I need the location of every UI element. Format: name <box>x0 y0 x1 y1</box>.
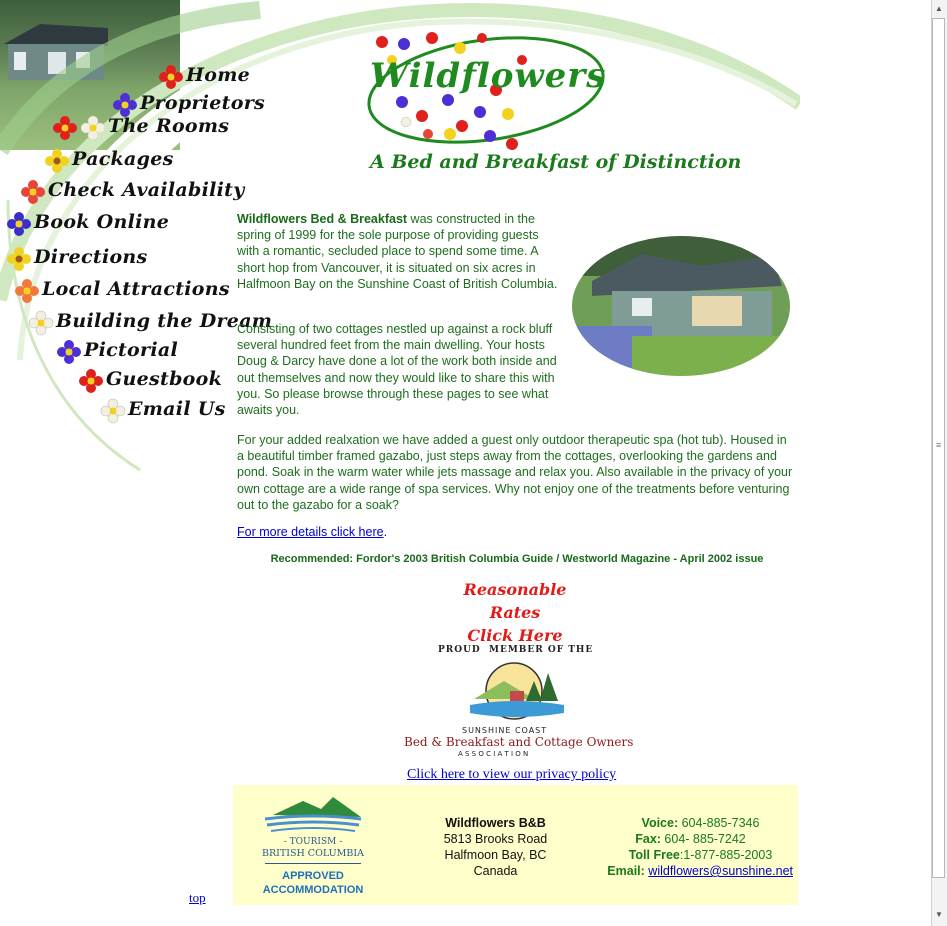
grip-icon: ≡ <box>936 440 942 450</box>
address-line1: 5813 Brooks Road <box>443 832 548 846</box>
email-label: Email: <box>607 864 645 878</box>
footer-business-name: Wildflowers B&B <box>445 816 546 830</box>
flower-icon <box>14 278 40 304</box>
flower-icon <box>100 398 126 424</box>
more-details-link[interactable]: For more details click here <box>237 525 384 539</box>
nav-guestbook[interactable] <box>78 368 222 394</box>
nav-email-us-label[interactable]: Email Us <box>128 398 226 421</box>
flower-icon <box>158 64 184 90</box>
flower-icon <box>78 368 104 394</box>
intro-text: was constructed in the spring of 1999 for the sole purpose of providing guests with a romantic, secluded place to spend some time. A short hop from Vancouver, it is situated on six acres in Halfmoon Bay on the Sunshine Coast of British Columbia. <box>237 212 558 291</box>
voice-label: Voice: <box>641 816 679 830</box>
logo-title: Wildflowers <box>370 56 607 96</box>
house-photo <box>572 236 790 376</box>
flower-icon <box>80 115 106 141</box>
nav-building-the-dream-label[interactable]: Building the Dream <box>56 310 273 333</box>
nav-check-availability[interactable] <box>20 179 245 205</box>
flower-icon <box>52 115 78 141</box>
nav-local-attractions-label[interactable]: Local Attractions <box>42 278 230 301</box>
intro-paragraph <box>237 211 562 292</box>
rates-line2[interactable]: Click Here <box>467 626 563 645</box>
tollfree-label: Toll Free <box>628 848 680 862</box>
approved-line1: APPROVED <box>282 870 344 882</box>
approved-line2: ACCOMMODATION <box>262 884 364 896</box>
nav-book-online[interactable] <box>6 211 169 237</box>
business-name: Wildflowers Bed & Breakfast <box>237 212 408 226</box>
flower-icon <box>44 148 70 174</box>
nav-directions[interactable] <box>6 246 148 272</box>
flower-icon <box>6 246 32 272</box>
member-badge <box>400 645 636 763</box>
nav-packages[interactable] <box>44 148 174 174</box>
member-proud: PROUD MEMBER OF THE <box>438 645 594 655</box>
nav-home-label[interactable]: Home <box>186 64 251 87</box>
nav-local-attractions[interactable] <box>14 278 230 304</box>
more-details-suffix: . <box>383 525 388 539</box>
privacy <box>407 767 616 783</box>
more-details <box>237 525 387 539</box>
cottages-paragraph: Consisting of two cottages nestled up against a rock bluff several hundred feet from the main dwelling. Your hosts Doug & Darcy have done a lot of the work both inside and out themselves and now they would like to share this with you. So please browse through these pages to see what awaits you. <box>237 322 557 418</box>
tourism-line1: - TOURISM - <box>283 837 343 847</box>
nav-pictorial[interactable] <box>56 339 178 365</box>
member-assoc: A S S O C I A T I O N <box>458 750 529 758</box>
rates-line1[interactable]: Reasonable Rates <box>463 580 567 622</box>
nav-the-rooms[interactable] <box>52 115 229 141</box>
flower-icon <box>28 310 54 336</box>
nav-directions-label[interactable]: Directions <box>34 246 148 269</box>
fax-label: Fax: <box>635 832 661 846</box>
tollfree-number: :1-877-885-2003 <box>679 848 773 862</box>
contact-block <box>588 815 793 879</box>
flower-icon <box>56 339 82 365</box>
nav-guestbook-label[interactable]: Guestbook <box>106 368 223 391</box>
nav-building-the-dream[interactable] <box>28 310 272 336</box>
rates-link[interactable] <box>440 578 590 647</box>
member-org: Bed & Breakfast and Cottage Owners <box>404 735 634 749</box>
top-link[interactable]: top <box>189 890 206 905</box>
nav-email-us[interactable] <box>100 398 226 424</box>
top <box>189 890 206 906</box>
nav-home[interactable] <box>158 64 250 90</box>
flower-icon <box>6 211 32 237</box>
nav-pictorial-label[interactable]: Pictorial <box>84 339 178 362</box>
email-link[interactable]: wildflowers@sunshine.net <box>648 864 793 878</box>
address-block <box>423 815 568 879</box>
address-line2: Halfmoon Bay, BC <box>444 848 547 862</box>
tourism-bc-icon <box>263 791 363 835</box>
sunshine-coast-icon <box>464 661 574 723</box>
scroll-down-icon[interactable]: ▼ <box>935 910 943 919</box>
scroll-up-icon[interactable]: ▲ <box>935 4 943 13</box>
privacy-link[interactable]: Click here to view our privacy policy <box>407 767 617 782</box>
nav-packages-label[interactable]: Packages <box>72 148 174 171</box>
scrollbar[interactable] <box>931 0 947 926</box>
recommended-text: Recommended: Fordor's 2003 British Columbia Guide / Westworld Magazine - April 2002 issue <box>270 553 764 565</box>
spa-paragraph: For your added realxation we have added a guest only outdoor therapeutic spa (hot tub). Housed in a beautiful timber framed gazabo, just steps away from the cottages, overlooking the gardens and pond. Soak in the warm water while jets massage and relax you. Also available in the privacy of your own cottage are a wide range of spa services. Why not enjoy one of the treatments before venturing out to the gazabo for a soak? <box>237 433 793 512</box>
tourism-divider <box>265 863 361 864</box>
address-line3: Canada <box>473 864 518 878</box>
member-sunshine: SUNSHINE COAST <box>462 726 548 735</box>
fax-number: 604- 885-7242 <box>660 832 746 846</box>
tagline: A Bed and Breakfast of Distinction <box>370 151 742 173</box>
footer <box>233 785 798 905</box>
nav-proprietors-label[interactable]: Proprietors <box>140 92 266 115</box>
tourism-line2: BRITISH COLUMBIA <box>262 848 364 859</box>
nav-book-online-label[interactable]: Book Online <box>34 211 170 234</box>
flower-icon <box>20 179 46 205</box>
nav-check-availability-label[interactable]: Check Availability <box>48 179 245 202</box>
nav-the-rooms-label[interactable]: The Rooms <box>108 115 230 138</box>
voice-number: 604-885-7346 <box>678 816 760 830</box>
